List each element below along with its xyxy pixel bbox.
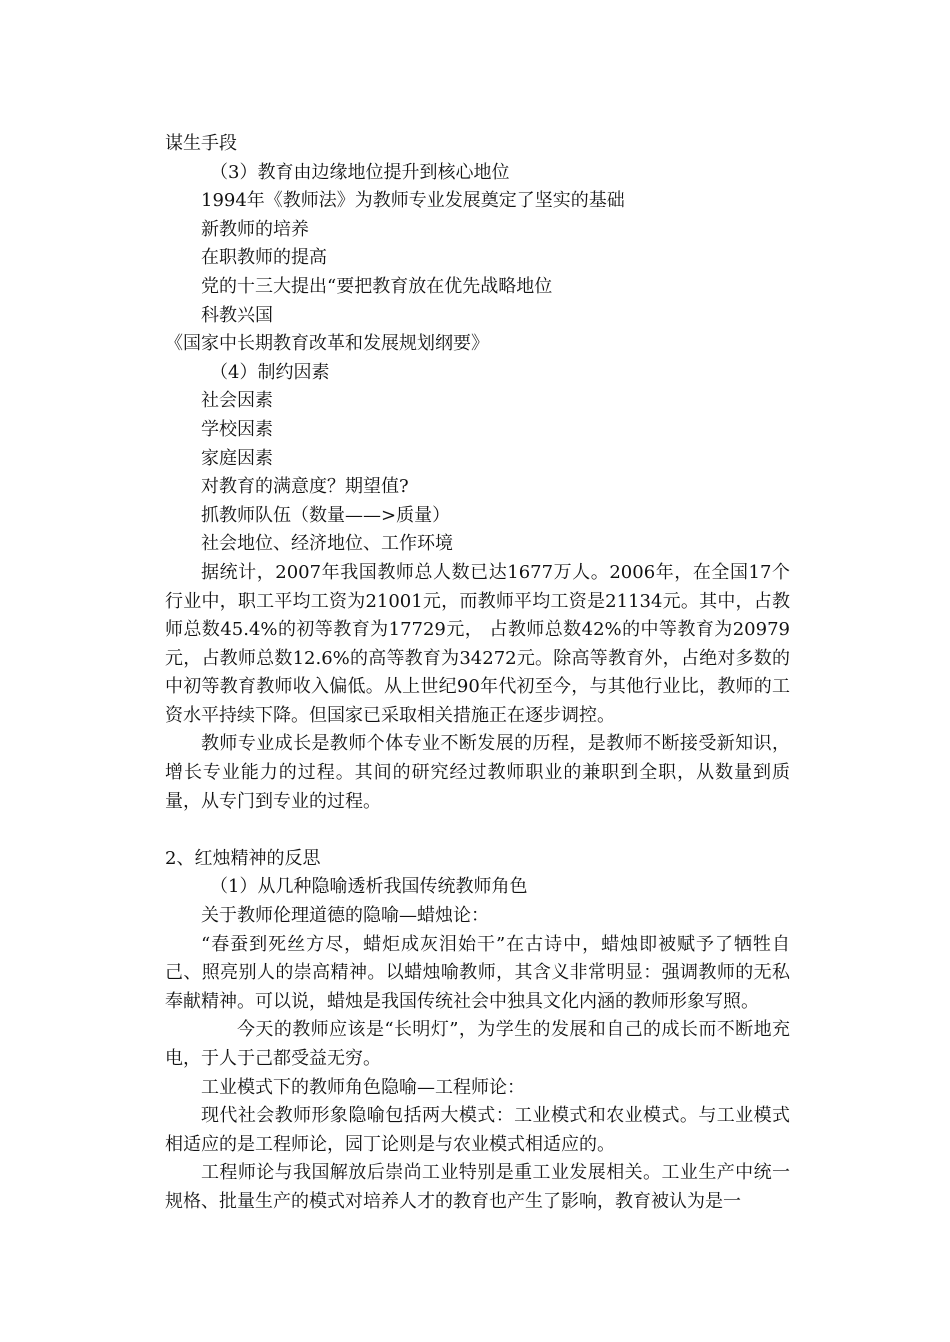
text-line: 谋生手段 bbox=[165, 133, 237, 154]
section-heading: 2、红烛精神的反思 bbox=[165, 847, 321, 869]
paragraph-lamp: 今天的教师应该是“长明灯”，为学生的发展和自己的成长而不断地充电，于人于己都受益无穷。 bbox=[165, 1019, 790, 1069]
paragraph-professional-growth: 教师专业成长是教师个体专业不断发展的历程，是教师不断接受新知识，增长专业能力的过程。其间的研究经过教师职业的兼职到全职，从数量到质量，从专门到专业的过程。 bbox=[165, 733, 790, 812]
text-line: 关于教师伦理道德的隐喻—蜡烛论： bbox=[201, 905, 489, 927]
text-line: 在职教师的提高 bbox=[201, 247, 327, 269]
subheading-4: （4）制约因素 bbox=[210, 361, 330, 383]
text-line: 学校因素 bbox=[201, 418, 273, 440]
paragraph-engineer: 工程师论与我国解放后崇尚工业特别是重工业发展相关。工业生产中统一规格、批量生产的模式对培养人才的教育也产生了影响，教育被认为是一 bbox=[165, 1162, 790, 1212]
text-line: 对教育的满意度？期望值? bbox=[201, 476, 409, 498]
document-body bbox=[165, 130, 790, 1217]
text-line: 1994年《教师法》为教师专业发展奠定了坚实的基础 bbox=[201, 190, 625, 212]
paragraph-statistics: 据统计，2007年我国教师总人数已达1677万人。2006年，在全国17个行业中，职工平均工资为21001元，而教师平均工资是21134元。其中，占教师总数45.4%的初等教育为17729元， 占教师总数42%的中等教育为20979元，占教师总数12.6%的高等教育为34272元。除高等教育外，占绝对多数的中初等教育教师收入偏低。从上世纪90年代初至今，与其他行业比，教师的工资水平持续下降。但国家已采取相关措施正在逐步调控。 bbox=[165, 561, 790, 726]
text-line: 党的十三大提出“要把教育放在优先战略地位 bbox=[201, 275, 553, 297]
blank-line bbox=[165, 816, 790, 845]
paragraph-candle: “春蚕到死丝方尽，蜡炬成灰泪始干”在古诗中，蜡烛即被赋予了牺牲自己、照亮别人的崇高精神。以蜡烛喻教师，其含义非常明显：强调教师的无私奉献精神。可以说，蜡烛是我国传统社会中独具文化内涵的教师形象写照。 bbox=[165, 933, 790, 1012]
text-line: 社会地位、经济地位、工作环境 bbox=[201, 533, 453, 555]
text-line: 科教兴国 bbox=[201, 304, 273, 326]
text-line: 社会因素 bbox=[201, 390, 273, 412]
subheading-3: （3）教育由边缘地位提升到核心地位 bbox=[210, 161, 510, 183]
paragraph-models: 现代社会教师形象隐喻包括两大模式：工业模式和农业模式。与工业模式相适应的是工程师论，园丁论则是与农业模式相适应的。 bbox=[165, 1105, 790, 1155]
text-line: 工业模式下的教师角色隐喻—工程师论： bbox=[201, 1076, 525, 1098]
text-line: 新教师的培养 bbox=[201, 218, 309, 240]
text-line: 抓教师队伍（数量——>质量） bbox=[201, 504, 451, 526]
text-line: 《国家中长期教育改革和发展规划纲要》 bbox=[165, 333, 489, 355]
subheading-1: （1）从几种隐喻透析我国传统教师角色 bbox=[210, 876, 528, 898]
text-line: 家庭因素 bbox=[201, 447, 273, 469]
